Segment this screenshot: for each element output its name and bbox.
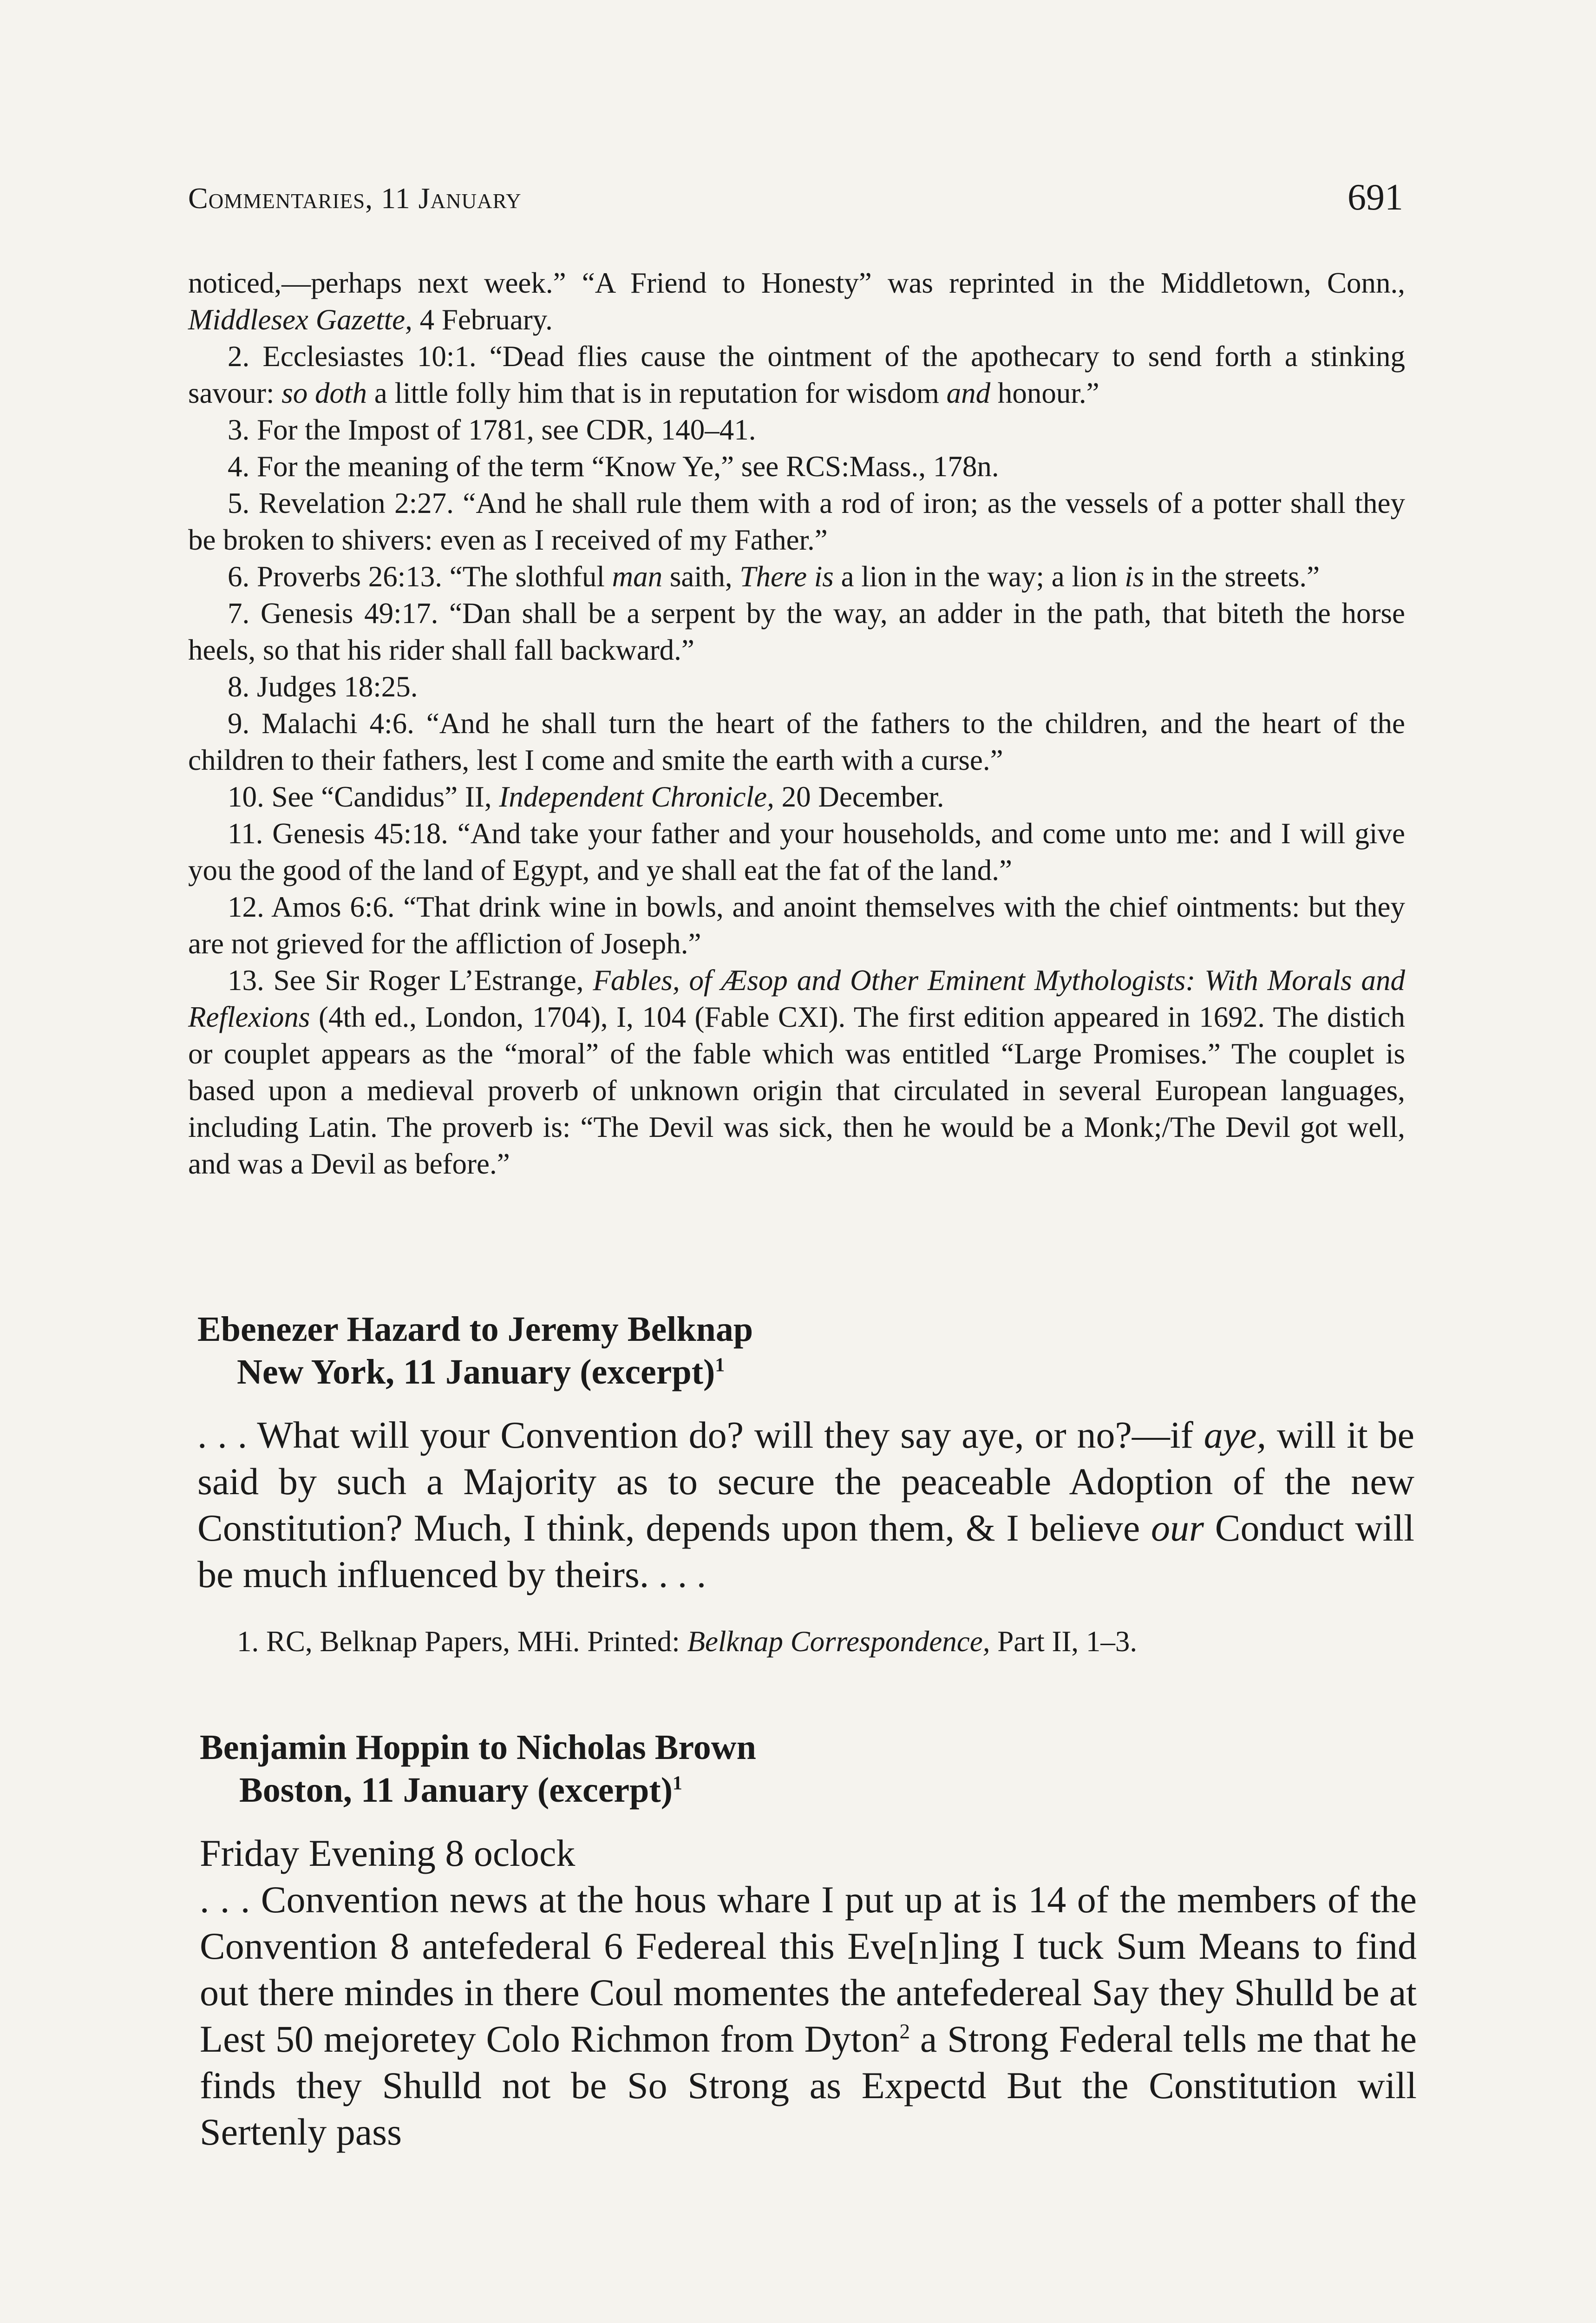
letter-heading-correspondents: Ebenezer Hazard to Jeremy Belknap: [197, 1310, 753, 1349]
letter-heading-dateline: New York, 11 January (excerpt)$^1$: [237, 1352, 725, 1391]
note-6: 6. Proverbs 26:13. “The slothful man saith, There is a lion in the way; a lion is in the streets.”: [228, 560, 1320, 593]
note-7: 7. Genesis 49:17. “Dan shall be a serpent by the way, an adder in the path, that biteth the horse heels, so that his rider shall fall backward.”: [188, 597, 1405, 666]
letter-dateline-text: Friday Evening 8 oclock: [200, 1832, 576, 1874]
note-9: 9. Malachi 4:6. “And he shall turn the heart of the fathers to the children, and the heart of the children to their fathers, lest I come and smite the earth with a curse.”: [188, 707, 1405, 776]
endnotes: [188, 265, 1405, 1182]
letter-heading: [197, 1308, 1414, 1393]
note-3: 3. For the Impost of 1781, see CDR, 140–41.: [228, 413, 756, 446]
page-number: 691: [1347, 177, 1403, 218]
note-8: 8. Judges 18:25.: [228, 670, 418, 703]
letter-hoppin-to-brown: [200, 1726, 1417, 2155]
letter-footnote: 1. RC, Belknap Papers, MHi. Printed: Belknap Correspondence, Part II, 1–3.: [237, 1625, 1138, 1658]
letter-heading-dateline: Boston, 11 January (excerpt)$^1$: [239, 1771, 682, 1810]
letter-body: . . . Convention news at the hous whare I put up at is 14 of the members of the Convention 8 antefederal 6 Federeal this Eve[n]ing I tuck Sum Means to find out there mindes in there Coul momentes the antefedereal Say they Shulld be at Lest 50 mejoretey Colo Richmon from Dyton$^2$ a Strong Federal tells me that he finds they Shulld not be So Strong as Expectd But the Constitution will Sertenly pass: [200, 1878, 1417, 2153]
running-head: [188, 181, 522, 216]
running-head-prefix: Commentaries, 11: [188, 182, 419, 215]
letter-heading: [200, 1726, 1417, 1811]
letter-heading-correspondents: Benjamin Hoppin to Nicholas Brown: [200, 1728, 756, 1767]
note-12: 12. Amos 6:6. “That drink wine in bowls, and anoint themselves with the chief ointments: but they are not grieved for the affliction of Joseph.”: [188, 891, 1405, 960]
letter-hazard-to-belknap: [197, 1308, 1414, 1660]
note-13: 13. See Sir Roger L’Estrange, Fables, of Æsop and Other Eminent Mythologists: With Morals and Reflexions (4th ed., London, 1704), I, 104 (Fable CXI). The first edition appeared in 1692. The distich or couplet appears as the “moral” of the fable which was entitled “Large Promises.” The couplet is based upon a medieval proverb of unknown origin that circulated in several European languages, including Latin. The proverb is: “The Devil was sick, then he would be a Monk;/The Devil got well, and was a Devil as before.”: [188, 964, 1405, 1180]
note-4: 4. For the meaning of the term “Know Ye,” see RCS:Mass., 178n.: [228, 450, 999, 483]
note-2: 2. Ecclesiastes 10:1. “Dead flies cause the ointment of the apothecary to send forth a stinking savour: so doth a little folly him that is in reputation for wisdom and honour.”: [188, 340, 1405, 409]
note-5: 5. Revelation 2:27. “And he shall rule them with a rod of iron; as the vessels of a potter shall they be broken to shivers: even as I received of my Father.”: [188, 487, 1405, 556]
note-11: 11. Genesis 45:18. “And take your father and your households, and come unto me: and I will give you the good of the land of Egypt, and ye shall eat the fat of the land.”: [188, 817, 1405, 886]
letter-body: . . . What will your Convention do? will they say aye, or no?—if aye, will it be said by such a Majority as to secure the peaceable Adoption of the new Constitution? Much, I think, depends upon them, & I believe our Conduct will be much influenced by theirs. . . .: [197, 1414, 1414, 1595]
note-10: 10. See “Candidus” II, Independent Chronicle, 20 December.: [228, 781, 944, 813]
note-1-continued: noticed,—perhaps next week.” “A Friend to Honesty” was reprinted in the Middletown, Conn., Middlesex Gazette, 4 February.: [188, 267, 1405, 336]
running-head-month: January: [418, 182, 522, 215]
